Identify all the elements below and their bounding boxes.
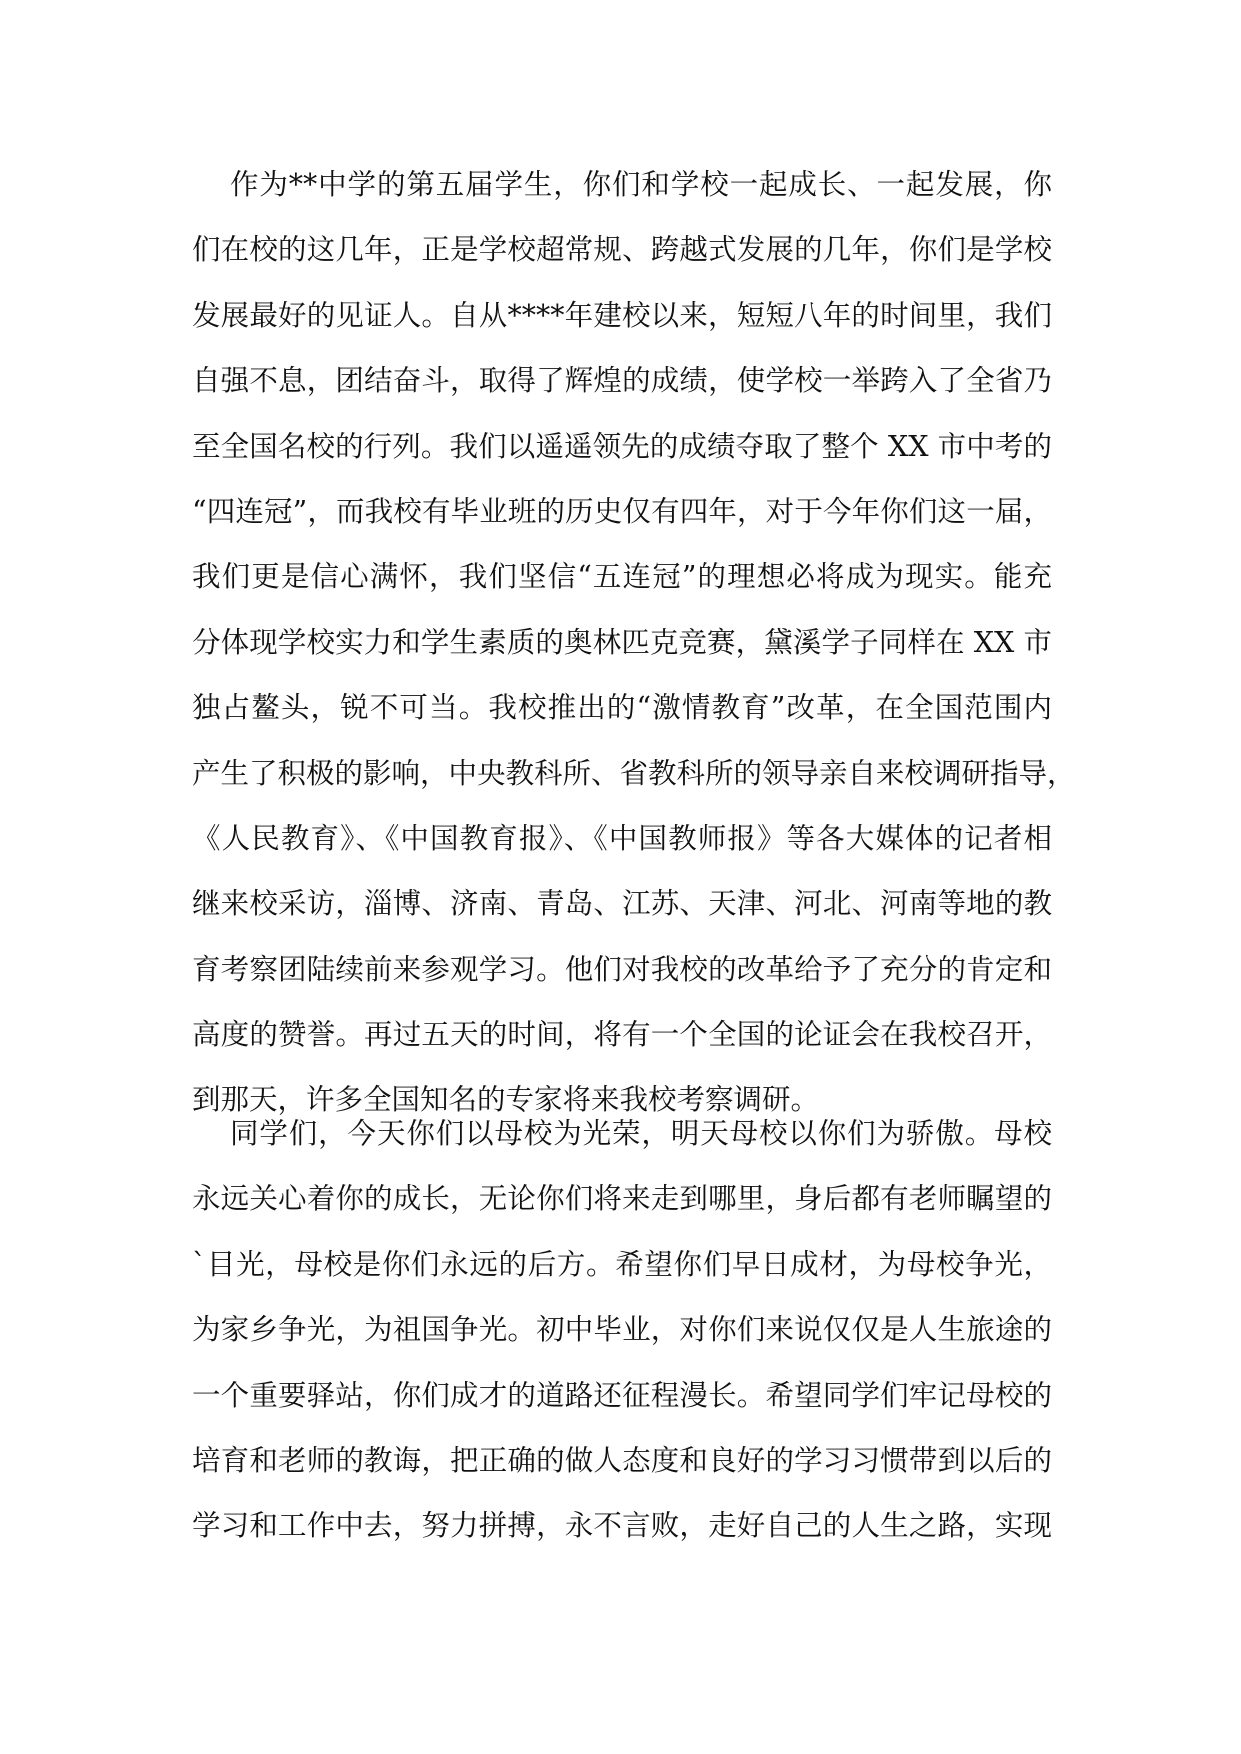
text-line: 作为**中学的第五届学生，你们和学校一起成长、一起发展，你 xyxy=(230,168,1052,201)
text-line: 培育和老师的教诲，把正确的做人态度和良好的学习习惯带到以后的 xyxy=(192,1443,1052,1477)
text-line: 自强不息，团结奋斗，取得了辉煌的成绩，使学校一举跨入了全省乃 xyxy=(192,364,1052,398)
text-line: 至全国名校的行列。我们以遥遥领先的成绩夺取了整个 XX 市中考的 xyxy=(192,429,1052,463)
text-line: 独占鳌头，锐不可当。我校推出的“激情教育”改革，在全国范围内 xyxy=(192,691,1052,725)
text-line: 产生了积极的影响，中央教科所、省教科所的领导亲自来校调研指导， xyxy=(192,756,1076,790)
text-line: 《人民教育》、《中国教育报》、《中国教师报》等各大媒体的记者相 xyxy=(192,821,1052,855)
text-line: 继来校采访，淄博、济南、青岛、江苏、天津、河北、河南等地的教 xyxy=(192,887,1052,921)
text-line: 永远关心着你的成长，无论你们将来走到哪里，身后都有老师瞩望的 xyxy=(192,1182,1052,1216)
text-line: 发展最好的见证人。自从****年建校以来，短短八年的时间里，我们 xyxy=(192,298,1052,332)
text-line: 我们更是信心满怀，我们坚信“五连冠”的理想必将成为现实。能充 xyxy=(192,560,1052,594)
text-line: 高度的赞誉。再过五天的时间，将有一个全国的论证会在我校召开， xyxy=(192,1018,1052,1052)
text-line: 同学们，今天你们以母校为光荣，明天母校以你们为骄傲。母校 xyxy=(230,1117,1052,1150)
text-line: 分体现学校实力和学生素质的奥林匹克竞赛，黛溪学子同样在 XX 市 xyxy=(192,625,1052,659)
text-line: 学习和工作中去，努力拼搏，永不言败，走好自己的人生之路，实现 xyxy=(192,1509,1052,1543)
paragraph-1 xyxy=(192,152,1076,1133)
text-line: “四连冠”，而我校有毕业班的历史仅有四年，对于今年你们这一届， xyxy=(192,494,1052,528)
text-line: 到那天，许多全国知名的专家将来我校考察调研。 xyxy=(192,1083,820,1117)
text-line: `目光，母校是你们永远的后方。希望你们早日成材，为母校争光， xyxy=(192,1247,1052,1281)
text-line: 为家乡争光，为祖国争光。初中毕业，对你们来说仅仅是人生旅途的 xyxy=(192,1313,1052,1347)
text-line: 育考察团陆续前来参观学习。他们对我校的改革给予了充分的肯定和 xyxy=(192,952,1052,986)
text-line: 一个重要驿站，你们成才的道路还征程漫长。希望同学们牢记母校的 xyxy=(192,1378,1052,1412)
text-line: 们在校的这几年，正是学校超常规、跨越式发展的几年，你们是学校 xyxy=(192,233,1052,267)
paragraph-2 xyxy=(192,1101,1052,1559)
